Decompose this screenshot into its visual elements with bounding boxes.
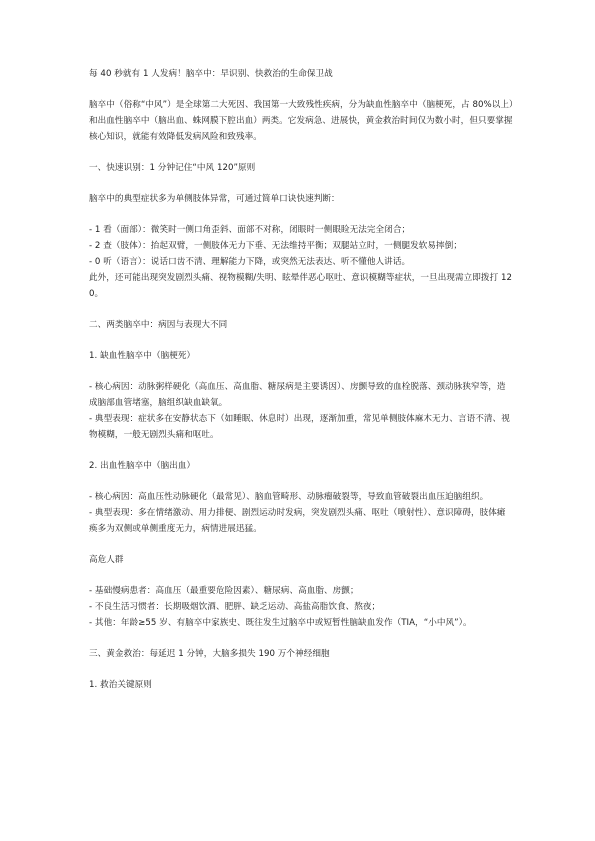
risk-group-heading: 高危人群	[89, 555, 124, 565]
document-title: 每 40 秒就有 1 人发病！脑卒中：早识别、快救治的生命保卫战	[89, 69, 333, 79]
section-1-lead: 脑卒中的典型症状多为单侧肢体异常，可通过简单口诀快速判断：	[89, 194, 340, 204]
section-1-note: 此外，还可能出现突发剧烈头痛、视物模糊/失明、眩晕伴恶心呕吐、意识模糊等症状，一旦出现需立即拨打 120。	[89, 273, 513, 299]
list-item-face: - 1 看（面部）：微笑时一侧口角歪斜、面部不对称，闭眼时一侧眼睑无法完全闭合；	[89, 225, 411, 235]
hemorrhagic-signs: - 典型表现：多在情绪激动、用力排便、剧烈运动时发病，突发剧烈头痛、呕吐（喷射性）、意识障碍，肢体瘫痪多为双侧或单侧重度无力，病情进展迅猛。	[89, 508, 506, 534]
section-1-heading: 一、快速识别：1 分钟记住“中风 120”原则	[89, 163, 256, 173]
document-page	[89, 66, 514, 693]
hemorrhagic-cause: - 核心病因：高血压性动脉硬化（最常见）、脑血管畸形、动脉瘤破裂等，导致血管破裂出血压迫脑组织。	[89, 492, 489, 502]
risk-item-lifestyle: - 不良生活习惯者：长期吸烟饮酒、肥胖、缺乏运动、高盐高脂饮食、熬夜；	[89, 602, 381, 612]
section-3-heading: 三、黄金救治：每延迟 1 分钟，大脑多损失 190 万个神经细胞	[89, 649, 330, 659]
subsection-treatment-heading: 1. 救治关键原则	[89, 680, 152, 690]
section-2-heading: 二、两类脑卒中：病因与表现大不同	[89, 320, 228, 330]
risk-item-other: - 其他：年龄≥55 岁、有脑卒中家族史、既往发生过脑卒中或短暂性脑缺血发作（TIA，“小中风”）。	[89, 618, 472, 628]
risk-item-chronic: - 基础慢病患者：高血压（最重要危险因素）、糖尿病、高血脂、房颤；	[89, 586, 359, 596]
ischemic-signs: - 典型表现：症状多在安静状态下（如睡眠、休息时）出现，逐渐加重，常见单侧肢体麻木无力、言语不清、视物模糊，一般无剧烈头痛和呕吐。	[89, 414, 510, 440]
subsection-ischemic-heading: 1. 缺血性脑卒中（脑梗死）	[89, 351, 196, 361]
ischemic-cause: - 核心病因：动脉粥样硬化（高血压、高血脂、糖尿病是主要诱因）、房颤导致的血栓脱落、颈动脉狭窄等，造成脑部血管堵塞，脑组织缺血缺氧。	[89, 382, 506, 408]
intro-paragraph: 脑卒中（俗称“中风”）是全球第二大死因、我国第一大致残性疾病，分为缺血性脑卒中（脑梗死，占 80%以上）和出血性脑卒中（脑出血、蛛网膜下腔出血）两类。它发病急、进展快，黄金救治时间仅为数小时，但只要掌握核心知识，就能有效降低发病风险和致残率。	[89, 100, 514, 142]
list-item-speech: - 0 听（语言）：说话口齿不清、理解能力下降，或突然无法表达、听不懂他人讲话。	[89, 257, 411, 267]
subsection-hemorrhagic-heading: 2. 出血性脑卒中（脑出血）	[89, 461, 196, 471]
list-item-limbs: - 2 查（肢体）：抬起双臂，一侧肢体无力下垂、无法维持平衡；双腿站立时，一侧腿发软易摔倒；	[89, 241, 462, 251]
